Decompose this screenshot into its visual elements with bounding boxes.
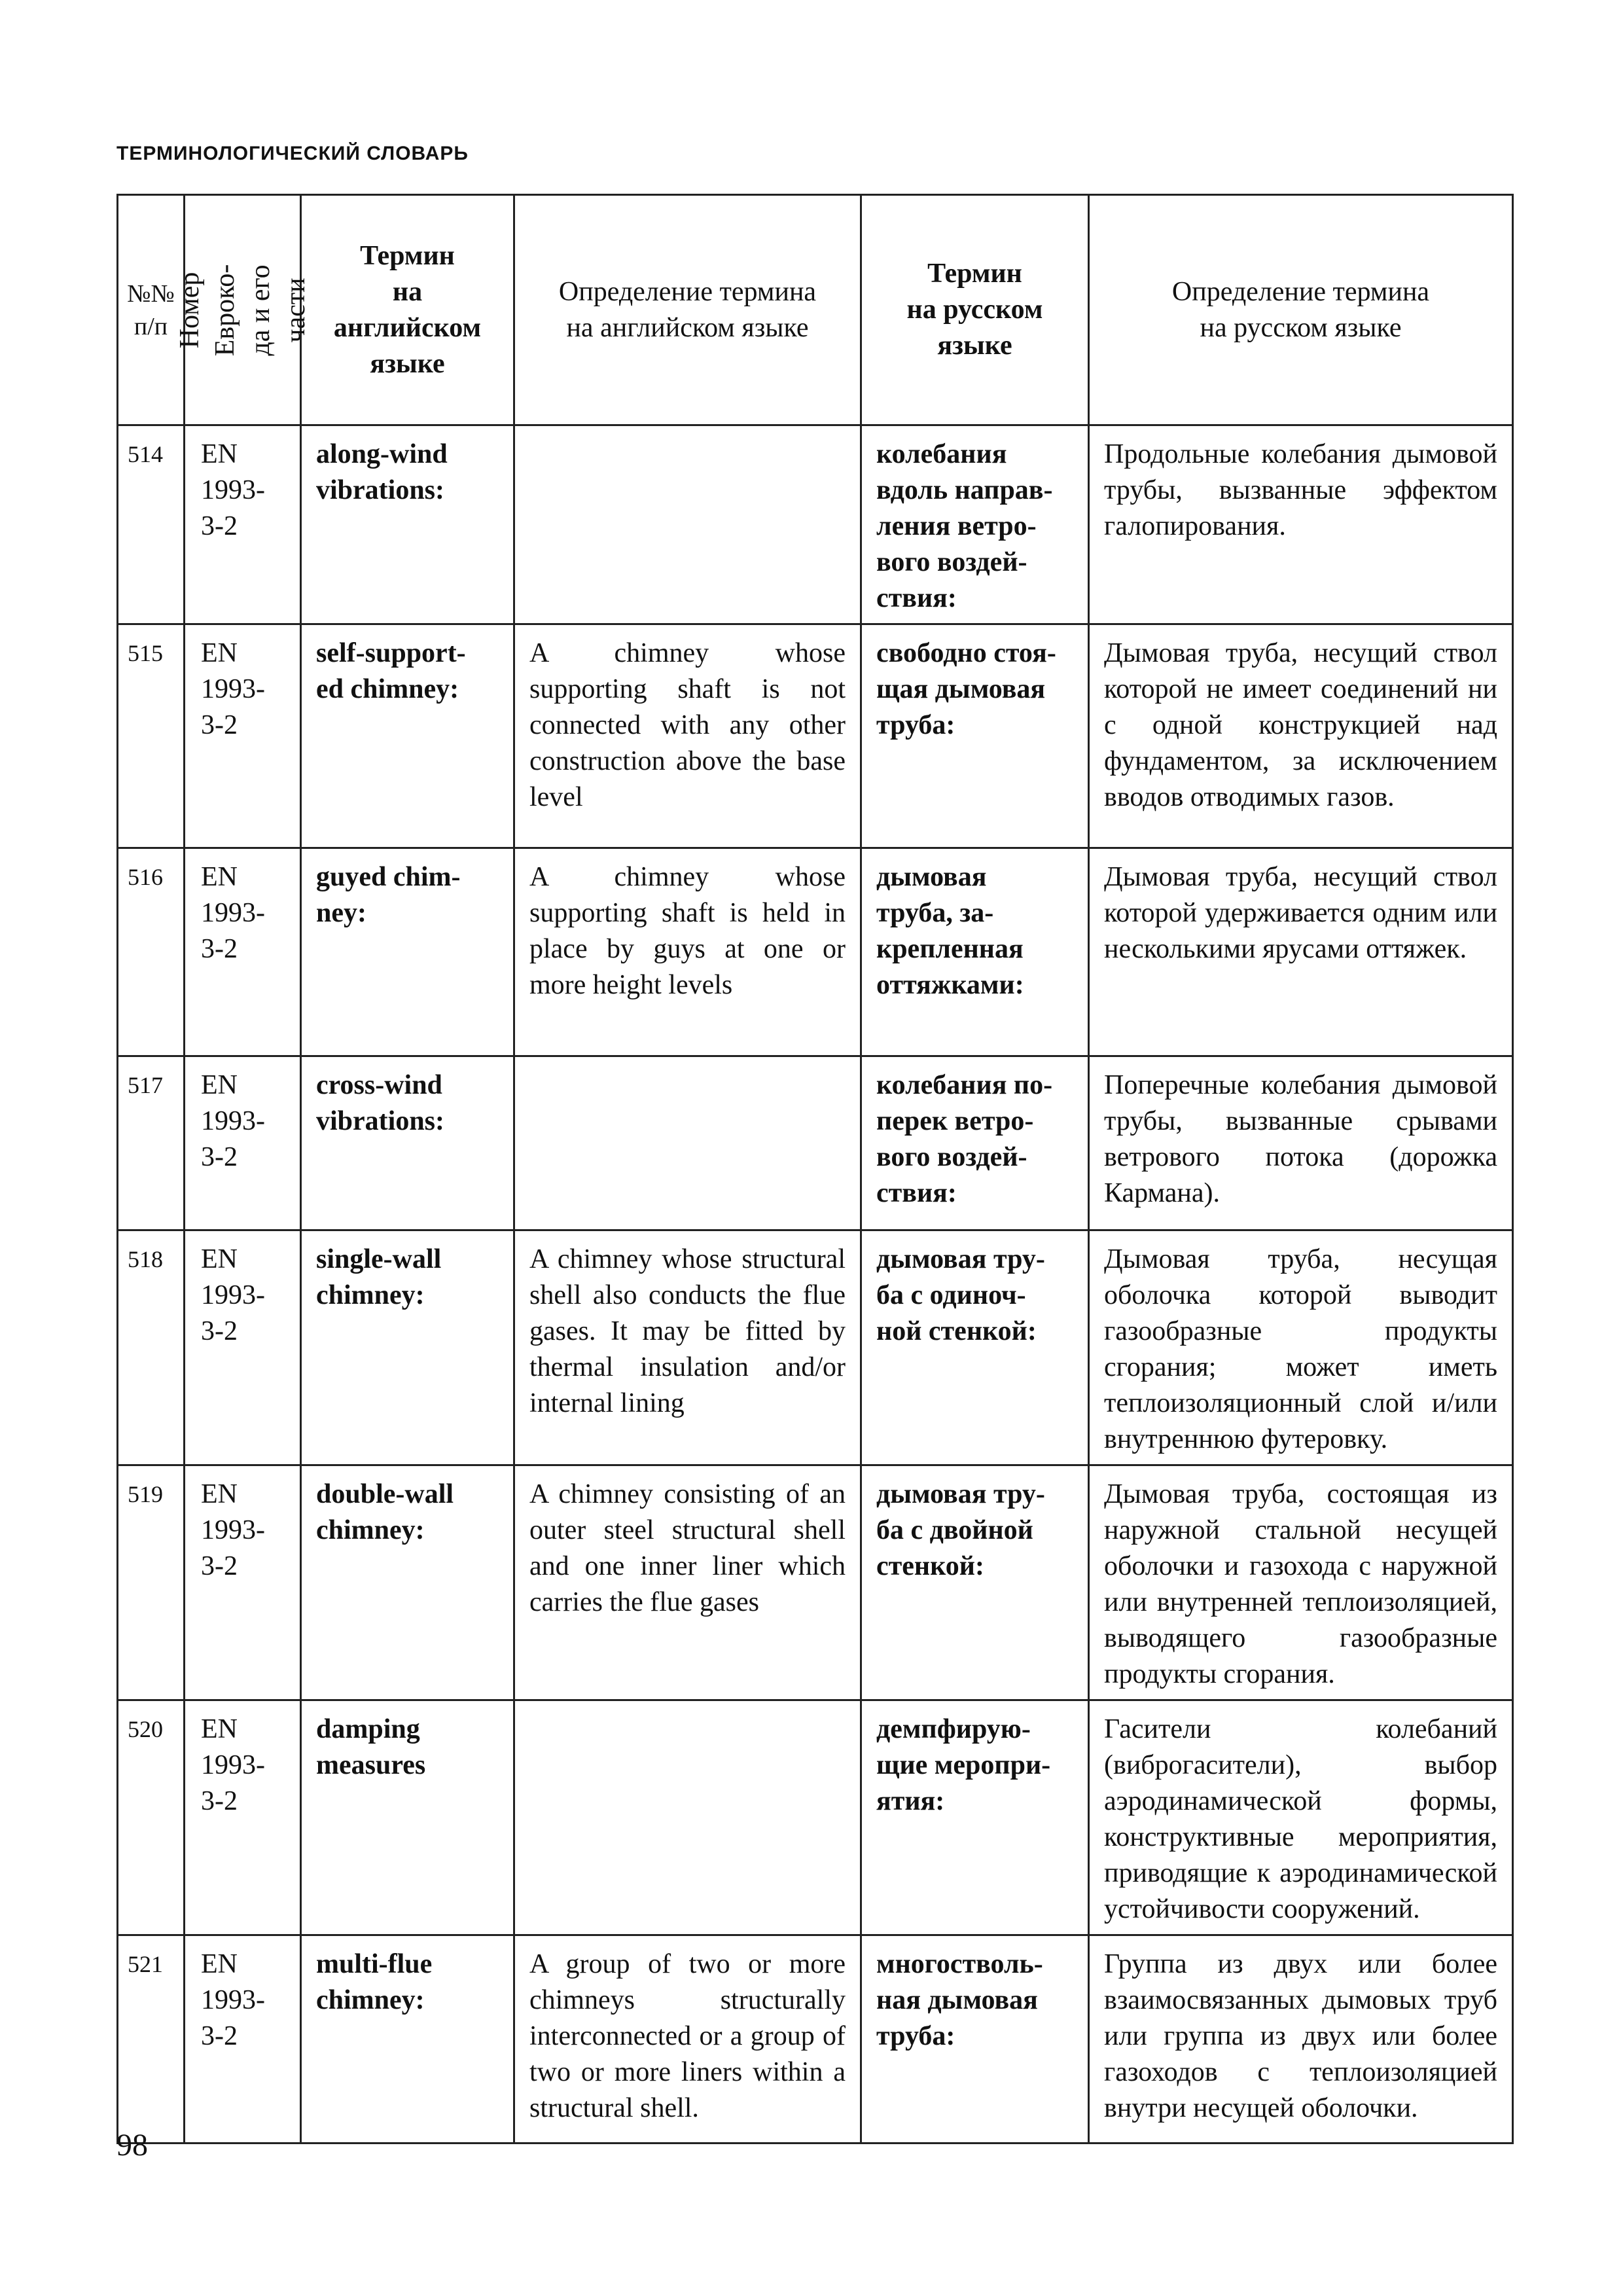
row-ru-def: Поперечные колебания дымовой трубы, вызванные срывами ветрового потока (дорожка Кармана). xyxy=(1104,1070,1497,1208)
header-en-term xyxy=(301,195,514,425)
row-en-def xyxy=(515,1701,860,1718)
row-code-cell xyxy=(185,1935,301,2144)
row-ru-def: Дымовая труба, состоящая из наружной стальной несущей оболочки и газохода с наружной или внутренней теплоизоляцией, выводящего газообразные продукты сгорания. xyxy=(1104,1479,1497,1689)
row-ru-term: дымовая тру- ба с одиноч- ной стенкой: xyxy=(876,1244,1045,1346)
row-num-cell xyxy=(118,1700,185,1935)
running-head: ТЕРМИНОЛОГИЧЕСКИЙ СЛОВАРЬ xyxy=(116,143,469,164)
table-row xyxy=(118,1056,1513,1230)
row-en-def xyxy=(515,1057,860,1074)
row-en-term: multi-flue chimney: xyxy=(316,1949,433,2015)
row-en-def-cell xyxy=(514,1700,861,1935)
row-en-term: single-wall chimney: xyxy=(316,1244,442,1310)
header-code-text: Номер Еврoко- да и его части xyxy=(174,264,311,356)
row-code-cell xyxy=(185,1230,301,1465)
glossary-table xyxy=(116,194,1514,2144)
row-code: EN 1993- 3-2 xyxy=(201,862,265,964)
header-en-def xyxy=(514,195,861,425)
row-en-def-cell xyxy=(514,1056,861,1230)
row-ru-def-cell xyxy=(1089,1700,1513,1935)
row-en-def-cell xyxy=(514,624,861,848)
row-en-def: A group of two or more chimneys structurally interconnected or a group of two or more liners within a structural shell. xyxy=(529,1949,846,2123)
row-en-term-cell xyxy=(301,1935,514,2144)
row-ru-term-cell xyxy=(861,1056,1089,1230)
row-code-cell xyxy=(185,1056,301,1230)
row-ru-term: колебания по- перек ветро- вого воздей- ствия: xyxy=(876,1070,1053,1208)
row-code: EN 1993- 3-2 xyxy=(201,638,265,740)
header-code xyxy=(174,195,311,425)
table-row xyxy=(118,1700,1513,1935)
row-en-term: cross-wind vibrations: xyxy=(316,1070,445,1136)
row-code: EN 1993- 3-2 xyxy=(201,439,265,541)
table-row xyxy=(118,848,1513,1056)
row-ru-term: дымовая труба, за- крепленная оттяжками: xyxy=(876,862,1024,1000)
row-code: EN 1993- 3-2 xyxy=(201,1714,265,1816)
page-number: 98 xyxy=(116,2128,148,2162)
row-num: 515 xyxy=(128,640,163,666)
row-ru-def: Группа из двух или более взаимосвязанных дымовых труб или группа из двух или более газоходов с теплоизоляцией внутри несущей оболочки. xyxy=(1104,1949,1497,2123)
row-num: 516 xyxy=(128,864,163,890)
table-header-row xyxy=(118,195,1513,425)
row-ru-term-cell xyxy=(861,1935,1089,2144)
table-row xyxy=(118,425,1513,624)
row-ru-term-cell xyxy=(861,425,1089,624)
row-en-term-cell xyxy=(301,1230,514,1465)
row-en-term-cell xyxy=(301,848,514,1056)
row-en-term: guyed chim- ney: xyxy=(316,862,461,928)
row-num-cell xyxy=(118,425,185,624)
row-ru-def-cell xyxy=(1089,1056,1513,1230)
header-num-text: №№ п/п xyxy=(127,279,175,340)
table-row xyxy=(118,624,1513,848)
row-ru-def: Продольные колебания дымовой трубы, вызванные эффектом галопирования. xyxy=(1104,439,1497,541)
header-ru-term-text: Термин на русском языке xyxy=(906,259,1043,361)
header-ru-def-text: Определение термина на русском языке xyxy=(1171,276,1430,343)
row-en-term-cell xyxy=(301,1056,514,1230)
row-ru-term: колебания вдоль направ- ления ветро- вого воздей- ствия: xyxy=(876,439,1053,613)
row-num: 520 xyxy=(128,1716,163,1742)
row-en-term: damping measures xyxy=(316,1714,426,1780)
table-row xyxy=(118,1465,1513,1700)
row-en-def-cell xyxy=(514,1230,861,1465)
row-num: 519 xyxy=(128,1481,163,1507)
row-ru-def-cell xyxy=(1089,848,1513,1056)
row-en-def-cell xyxy=(514,848,861,1056)
header-en-def-text: Определение термина на английском языке xyxy=(558,276,817,343)
row-en-term-cell xyxy=(301,1465,514,1700)
row-num-cell xyxy=(118,1465,185,1700)
row-num: 518 xyxy=(128,1246,163,1272)
row-en-def: A chimney whose supporting shaft is held in place by guys at one or more height levels xyxy=(529,862,846,1000)
row-ru-term-cell xyxy=(861,1230,1089,1465)
row-ru-term: свободно стоя- щая дымовая труба: xyxy=(876,638,1056,740)
row-num-cell xyxy=(118,1230,185,1465)
row-ru-def-cell xyxy=(1089,425,1513,624)
row-ru-def: Дымовая труба, несущий ствол которой удерживается одним или несколькими ярусами оттяжек. xyxy=(1104,862,1497,964)
header-ru-term xyxy=(861,195,1089,425)
row-ru-term: дымовая тру- ба с двойной стенкой: xyxy=(876,1479,1045,1581)
row-code: EN 1993- 3-2 xyxy=(201,1070,265,1172)
row-en-def: A chimney whose supporting shaft is not connected with any other construction above the base level xyxy=(529,638,846,812)
table-row xyxy=(118,1230,1513,1465)
row-en-term: self-support- ed chimney: xyxy=(316,638,466,704)
row-ru-def: Гасители колебаний (виброгасители), выбор аэродинамической формы, конструктивные мероприятия, приводящие к аэродинамической устойчивости сооружений. xyxy=(1104,1714,1497,1924)
row-num: 514 xyxy=(128,441,163,467)
row-code: EN 1993- 3-2 xyxy=(201,1244,265,1346)
row-ru-term-cell xyxy=(861,1465,1089,1700)
row-ru-term: многостволь- ная дымовая труба: xyxy=(876,1949,1043,2051)
row-ru-term-cell xyxy=(861,1700,1089,1935)
row-code-cell xyxy=(185,425,301,624)
row-ru-def: Дымовая труба, несущий ствол которой не имеет соединений ни с одной конструкцией над фундаментом, за исключением вводов отводимых газов. xyxy=(1104,638,1497,812)
row-en-term-cell xyxy=(301,624,514,848)
row-num-cell xyxy=(118,1935,185,2144)
row-ru-term-cell xyxy=(861,624,1089,848)
row-code: EN 1993- 3-2 xyxy=(201,1949,265,2051)
header-en-term-text: Термин на английском языке xyxy=(333,240,482,379)
row-en-def: A chimney whose structural shell also conducts the flue gases. It may be fitted by thermal insulation and/or internal lining xyxy=(529,1244,846,1418)
row-code-cell xyxy=(185,848,301,1056)
row-code-cell xyxy=(185,624,301,848)
row-en-def-cell xyxy=(514,1465,861,1700)
header-ru-def xyxy=(1089,195,1513,425)
row-ru-def: Дымовая труба, несущая оболочка которой выводит газообразные продукты сгорания; может иметь теплоизоляционный слой и/или внутреннюю футеровку. xyxy=(1104,1244,1497,1454)
row-en-def-cell xyxy=(514,1935,861,2144)
row-ru-term-cell xyxy=(861,848,1089,1056)
table-row xyxy=(118,1935,1513,2144)
row-en-term: double-wall chimney: xyxy=(316,1479,454,1545)
row-en-term-cell xyxy=(301,425,514,624)
row-en-def xyxy=(515,426,860,443)
row-ru-term: демпфирую- щие меропри- ятия: xyxy=(876,1714,1051,1816)
row-num-cell xyxy=(118,624,185,848)
row-en-term-cell xyxy=(301,1700,514,1935)
row-en-def-cell xyxy=(514,425,861,624)
row-ru-def-cell xyxy=(1089,624,1513,848)
row-en-def: A chimney consisting of an outer steel structural shell and one inner liner which carries the flue gases xyxy=(529,1479,846,1617)
row-ru-def-cell xyxy=(1089,1465,1513,1700)
row-ru-def-cell xyxy=(1089,1935,1513,2144)
row-ru-def-cell xyxy=(1089,1230,1513,1465)
row-code-cell xyxy=(185,1700,301,1935)
row-num-cell xyxy=(118,848,185,1056)
row-num-cell xyxy=(118,1056,185,1230)
row-code-cell xyxy=(185,1465,301,1700)
row-num: 517 xyxy=(128,1072,163,1098)
row-en-term: along-wind vibrations: xyxy=(316,439,448,505)
row-code: EN 1993- 3-2 xyxy=(201,1479,265,1581)
row-num: 521 xyxy=(128,1951,163,1977)
